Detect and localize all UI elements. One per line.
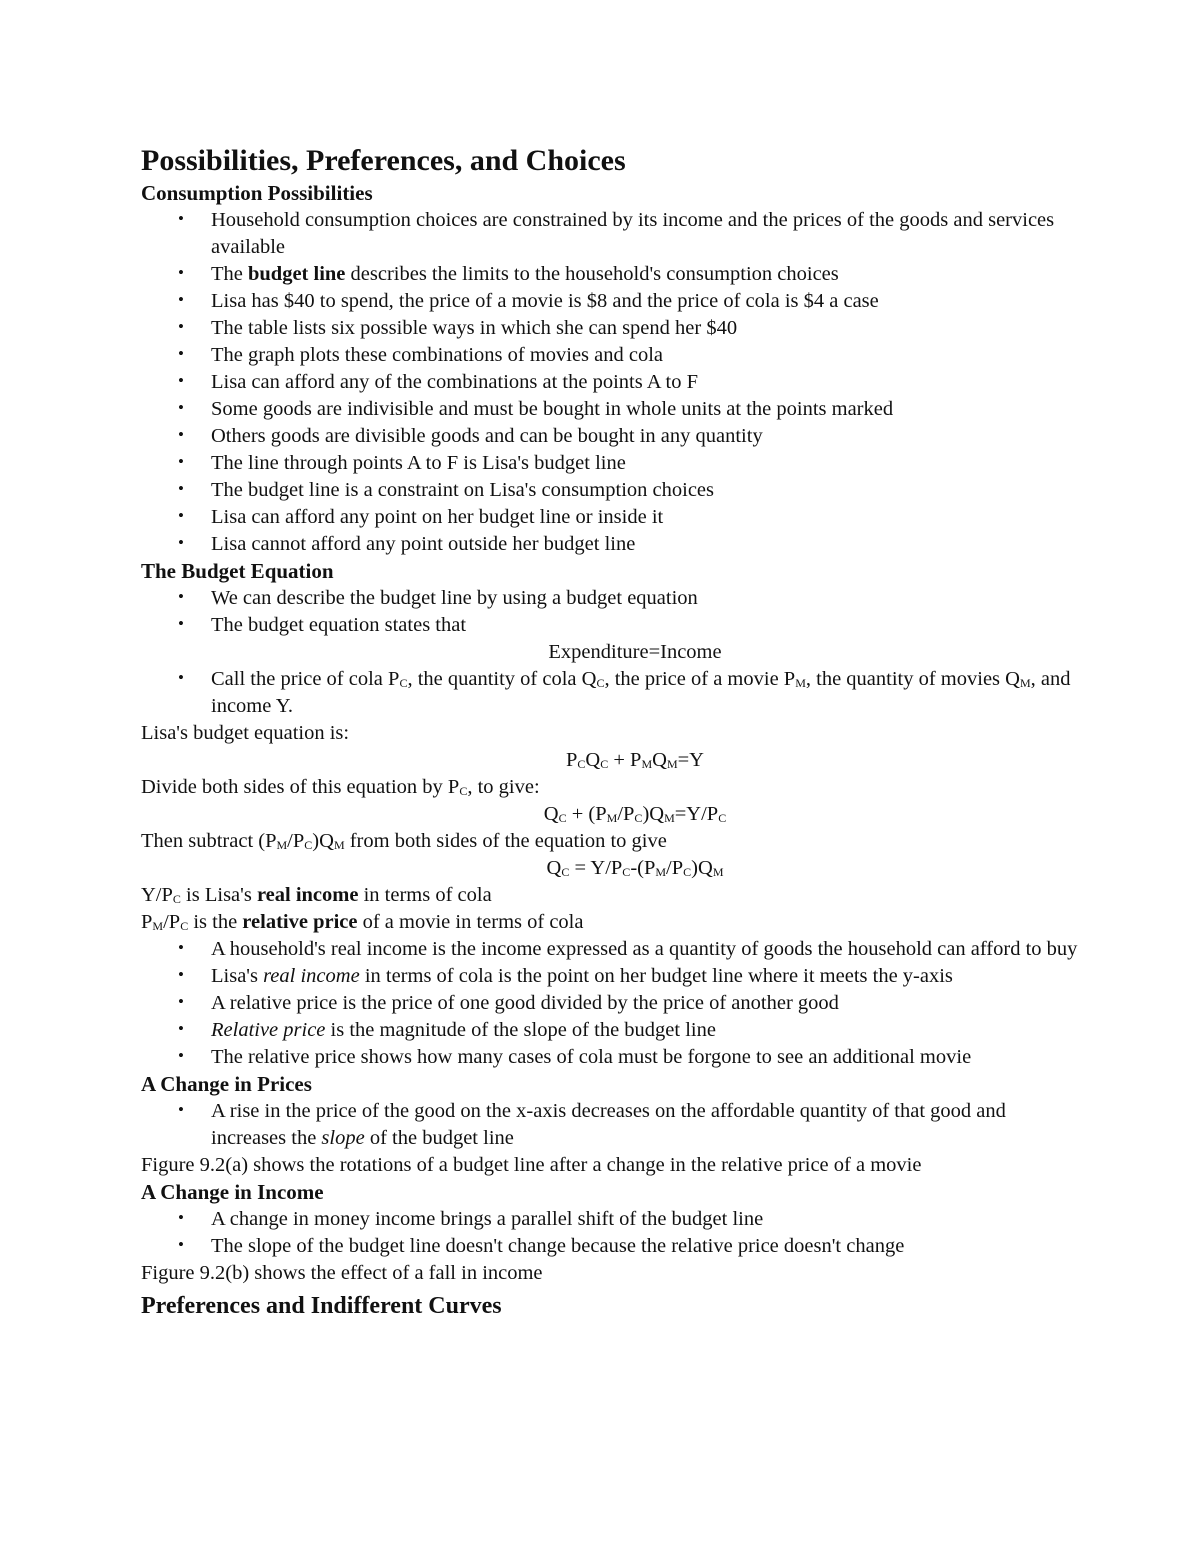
list-item: • Lisa's real income in terms of cola is the point on her budget line where it meets the y-axis bbox=[141, 963, 1081, 990]
bullet-icon: • bbox=[178, 1235, 184, 1254]
section-heading-budget-equation: The Budget Equation bbox=[141, 559, 334, 583]
consumption-list bbox=[141, 207, 1081, 558]
bullet-icon: • bbox=[178, 1208, 184, 1227]
bullet-icon: • bbox=[178, 614, 184, 633]
list-item: • The line through points A to F is Lisa's budget line bbox=[141, 450, 1081, 477]
list-item: • The graph plots these combinations of movies and cola bbox=[141, 342, 1081, 369]
list-item: • Others goods are divisible goods and can be bought in any quantity bbox=[141, 423, 1081, 450]
bullet-icon: • bbox=[178, 371, 184, 390]
list-item: • The budget equation states that bbox=[141, 612, 1081, 639]
subtract-intro: Then subtract $(P_M/P_C)Q_M$ from both sides of the equation to give bbox=[141, 830, 667, 852]
section-heading-preferences: Preferences and Indifferent Curves bbox=[141, 1293, 502, 1319]
budget-equation-list bbox=[141, 585, 1081, 639]
bullet-icon: • bbox=[178, 587, 184, 606]
list-item: • A change in money income brings a parallel shift of the budget line bbox=[141, 1206, 1081, 1233]
section-heading-consumption: Consumption Possibilities bbox=[141, 181, 373, 205]
list-item: • Lisa has $40 to spend, the price of a movie is $8 and the price of cola is $4 a case bbox=[141, 288, 1081, 315]
bullet-icon: • bbox=[178, 452, 184, 471]
list-item: • A rise in the price of the good on the x-axis decreases on the affordable quantity of that good and increases the slope of the budget line bbox=[141, 1098, 1081, 1152]
list-item: • A household's real income is the income expressed as a quantity of goods the household can afford to buy bbox=[141, 936, 1081, 963]
divide-intro: Divide both sides of this equation by $P_C$, to give: bbox=[141, 776, 540, 798]
equation-expenditure-income: Expenditure=Income bbox=[548, 641, 722, 663]
bullet-icon: • bbox=[178, 1019, 184, 1038]
bullet-icon: • bbox=[178, 425, 184, 444]
list-item: • Some goods are indivisible and must be bought in whole units at the points marked bbox=[141, 396, 1081, 423]
list-item: • We can describe the budget line by using a budget equation bbox=[141, 585, 1081, 612]
list-item: • A relative price is the price of one good divided by the price of another good bbox=[141, 990, 1081, 1017]
list-item: • The budget line is a constraint on Lisa's consumption choices bbox=[141, 477, 1081, 504]
figure-reference-a: Figure 9.2(a) shows the rotations of a budget line after a change in the relative price of a movie bbox=[141, 1154, 922, 1176]
list-item: • The relative price shows how many cases of cola must be forgone to see an additional movie bbox=[141, 1044, 1081, 1071]
bullet-icon: • bbox=[178, 668, 184, 687]
list-item: • Lisa can afford any point on her budget line or inside it bbox=[141, 504, 1081, 531]
lisa-equation-intro: Lisa's budget equation is: bbox=[141, 722, 350, 744]
equation-solved: $Q_C = Y/P_C-(P_M/P_C)Q_M$ bbox=[546, 857, 724, 879]
list-item: • Lisa cannot afford any point outside her budget line bbox=[141, 531, 1081, 558]
bullet-icon: • bbox=[178, 209, 184, 228]
list-item: • The slope of the budget line doesn't change because the relative price doesn't change bbox=[141, 1233, 1081, 1260]
bullet-icon: • bbox=[178, 344, 184, 363]
bullet-icon: • bbox=[178, 479, 184, 498]
bullet-icon: • bbox=[178, 290, 184, 309]
document-body bbox=[141, 140, 1081, 1323]
list-item: • Relative price is the magnitude of the slope of the budget line bbox=[141, 1017, 1081, 1044]
real-income-list bbox=[141, 936, 1081, 1071]
list-item: • Lisa can afford any of the combinations at the points A to F bbox=[141, 369, 1081, 396]
list-item: • Household consumption choices are constrained by its income and the prices of the goods and services available bbox=[141, 207, 1081, 261]
term-budget-line: budget line bbox=[248, 263, 346, 285]
bullet-icon: • bbox=[178, 263, 184, 282]
section-heading-change-prices: A Change in Prices bbox=[141, 1072, 312, 1096]
bullet-icon: • bbox=[178, 965, 184, 984]
bullet-icon: • bbox=[178, 398, 184, 417]
budget-equation-list-2 bbox=[141, 666, 1081, 720]
bullet-icon: • bbox=[178, 533, 184, 552]
list-item: • Call the price of cola $P_C$, the quantity of cola $Q_C$, the price of a movie $P_M$, the quantity of movies $Q_M$, and income Y. bbox=[141, 666, 1081, 720]
list-item: • The budget line describes the limits to the household's consumption choices bbox=[141, 261, 1081, 288]
list-item: • The table lists six possible ways in which she can spend her $40 bbox=[141, 315, 1081, 342]
bullet-icon: • bbox=[178, 1046, 184, 1065]
figure-reference-b: Figure 9.2(b) shows the effect of a fall in income bbox=[141, 1262, 543, 1284]
relative-price-definition: $P_M/P_C$ is the relative price of a movie in terms of cola bbox=[141, 911, 584, 933]
bullet-icon: • bbox=[178, 992, 184, 1011]
page-title: Possibilities, Preferences, and Choices bbox=[141, 144, 626, 177]
bullet-icon: • bbox=[178, 1100, 184, 1119]
bullet-icon: • bbox=[178, 506, 184, 525]
real-income-definition: $Y/P_C$ is Lisa's real income in terms of cola bbox=[141, 884, 492, 906]
change-income-list bbox=[141, 1206, 1081, 1260]
section-heading-change-income: A Change in Income bbox=[141, 1180, 324, 1204]
bullet-icon: • bbox=[178, 317, 184, 336]
bullet-icon: • bbox=[178, 938, 184, 957]
equation-divided: $Q_C + (P_M/P_C)Q_M=Y/P_C$ bbox=[543, 803, 727, 825]
equation-budget: $P_CQ_C + P_MQ_M=Y$ bbox=[566, 749, 704, 771]
change-prices-list bbox=[141, 1098, 1081, 1152]
